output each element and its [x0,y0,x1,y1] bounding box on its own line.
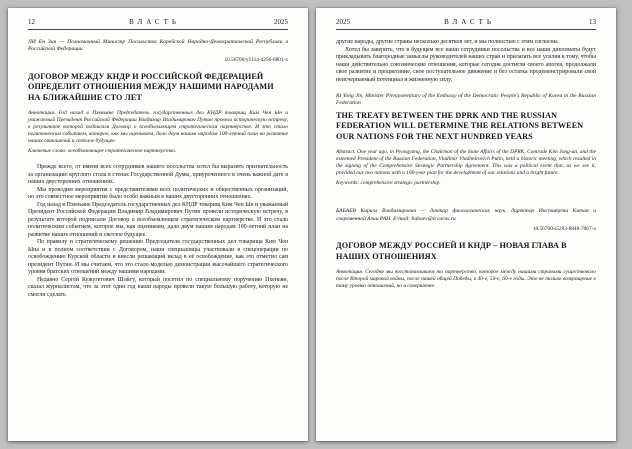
article1-paragraph: Хотел бы заверить, что в будущем все наши сотрудники посольства и все наши дипломаты будут прикладывать благородные замыслы руководителей наших стран и прилагать все усилия к тому, чтобы наши действительно союзнические отношения, которые сегодня достигли своего апогея, продолжали свое развитие и процветание, свое поступательное движение и без остатка продемонстрировали свой неисчерпаемый потенциал и жизненную силу. [336,46,596,83]
year-right: 2025 [336,18,350,26]
article1-title-english: THE TREATY BETWEEN THE DPRK AND THE RUSSIAN FEDERATION WILL DETERMINE THE RELATIONS BETWEEN OUR NATIONS FOR THE NEXT HUNDRED YEARS [336,110,584,141]
article2-abstract: Аннотация. Сегодня мы восстанавливаем то партнерство, которое между нашими странами существовало после Второй мировой войны, после нашей общей Победы, в 40-е, 50-е, 60-е годы. Это не только возвращение к тому уровню отношений, но и совершенно [336,269,596,290]
article1-paragraph: Прежде всего, от имени всех сотрудников нашего посольства хотел бы выразить признательность за организацию круглого стола в стенах Государственной Думы, приуроченного к очень важной дате в наших двусторонних отношениях. [28,164,288,186]
article2-author: БАБАЕВ Кирилл Владимирович — доктор филологических наук, директор Института Китая и современной Азии РАН. E-mail: babaev@iccaras.ru [336,208,596,222]
article1-paragraph: другие народы, другие страны несколько десятков лет, и мы полностью с этим согласны. [336,39,560,45]
article1-paragraph: Год назад в Пхеньяне Председатель государственных дел КНДР товарищ Ким Чен Ын и уважаемый Президент Российской Федерации Владимир Владимирович Путин провели историческую встречу, в результате которой подписали Договор о всеобъемлющем стратегическом партнерстве. И это стало политическим событием, которое мы, как оцениваем, дало двум нашим народам 100-летний план на развитие наших отношений и светлое будущее. [28,201,288,238]
article1-keywords-english: Keywords: comprehensive strategic partnership. [336,180,441,187]
page-header-left [28,16,288,29]
header-rule [336,29,596,30]
article1-paragraph: Мы проводим мероприятия с представителями всех политических и общественных организаций, но это совместное мероприятие было особо важным в наших двусторонних отношениях. [28,186,288,201]
article2-doi: 10.56700/s5293-8848-7067-x [532,226,596,233]
page-number-right: 13 [588,18,596,26]
article1-title: ДОГОВОР МЕЖДУ КНДР И РОССИЙСКОЙ ФЕДЕРАЦИЕЙ ОПРЕДЕЛИТ ОТНОШЕНИЯ МЕЖДУ НАШИМИ НАРОДАМИ НА БЛИЖАЙШИЕ СТО ЛЕТ [28,71,274,102]
journal-title: ВЛАСТЬ [129,18,180,26]
article1-author-english: RI Yong Jin, Minister Plenipotentiary of the Embassy of the Democratic People's Republic of Korea in the Russian Federation [336,93,596,107]
article1-abstract: Аннотация. Год назад в Пхеньяне Председатель государственных дел КНДР товарищ Ким Чен Ын и уважаемый Президент Российской Федерации Владимир Владимирович Путин провели историческую встречу, в результате которой подписали Договор о всеобъемлющем стратегическом партнерстве. И это стало политическим событием, которое, как мы оцениваем, дало двум нашим народам 100-летний план на развитие наших отношений и светлое будущее. [28,110,288,145]
page-right [316,8,616,441]
article1-author: ЛИ Ен Зин — Полномочный Министр Посольства Корейской Народно-Демократической Республики в Российской Федерации [28,39,288,53]
article1-body [28,164,288,299]
article1-doi: 10.56700/y5114-4256-6801-x [224,56,288,63]
section-gap [336,84,596,93]
article1-body-continuation [336,39,596,84]
article1-paragraph: Недавно Сергей Кужугетович Шойгу, который посетил по специальному поручению Пхеньян, сказал журналистам, что за этот один год наши народы провели такую большую работу, которую не смогли сделать [28,276,288,298]
year-left: 2025 [273,18,288,26]
page-left [8,8,308,441]
page-header-right [336,16,596,29]
article2-title: ДОГОВОР МЕЖДУ РОССИЕЙ И КНДР – НОВАЯ ГЛАВА В НАШИХ ОТНОШЕНИЯХ [336,241,567,261]
journal-title: ВЛАСТЬ [444,18,495,26]
article1-paragraph: По правилу и стратегическому решению Председателя государственных дел товарища Ким Чен Ына и в полном соответствии с Договором, наши спецназовцы участвовали в спецоперации по освобождению Курской области и внесли решающий вклад в её освобождение, как это отметил сам президент Путин. И мы считаем, что это стало моделью демонстрации высочайшего стратегического уровня братских отношений между нашими народами. [28,239,288,276]
article1-keywords: Ключевые слова: всеобъемлющее стратегическое партнерство. [28,148,177,155]
article1-abstract-english: Abstract. One year ago, in Pyongyang, the Chairman of the State Affairs of the DPRK, Comrade Kim Jong-un, and the esteemed President of the Russian Federation, Vladimir Vladimirovich Putin, held a historic meeting, which resulted in the signing of the Comprehensive Strategic Partnership Agreement. This was a political event that, as we see it, provided our two nations with a 100-year plan for the development of our relations and a bright future. [336,149,596,177]
header-rule [28,29,288,30]
article-divider-gap [336,196,596,208]
page-number-left: 12 [28,18,35,26]
